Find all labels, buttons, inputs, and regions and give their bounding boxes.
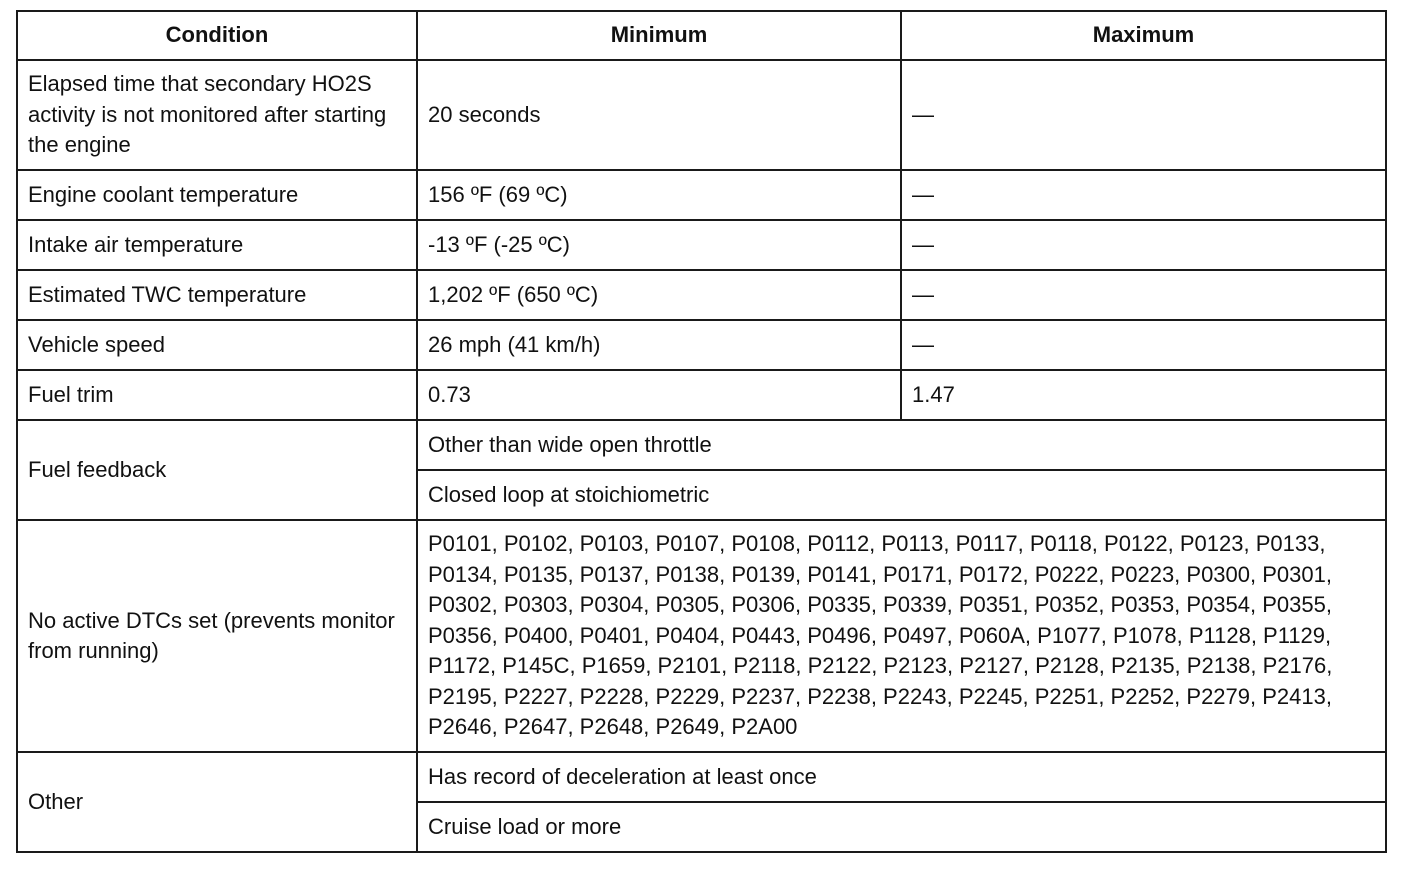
table-row	[17, 320, 1386, 370]
other-value: Cruise load or more	[417, 802, 1386, 852]
condition-cell: Vehicle speed	[17, 320, 417, 370]
condition-cell: Elapsed time that secondary HO2S activity is not monitored after starting the engine	[17, 60, 417, 170]
table-row-fuel-feedback	[17, 420, 1386, 470]
table-row	[17, 370, 1386, 420]
header-condition: Condition	[17, 11, 417, 60]
header-minimum: Minimum	[417, 11, 901, 60]
table-row	[17, 270, 1386, 320]
minimum-cell: 156 ºF (69 ºC)	[417, 170, 901, 220]
maximum-cell: —	[901, 60, 1386, 170]
table-row-dtcs	[17, 520, 1386, 752]
table-row	[17, 170, 1386, 220]
minimum-cell: 20 seconds	[417, 60, 901, 170]
minimum-cell: 0.73	[417, 370, 901, 420]
minimum-cell: 1,202 ºF (650 ºC)	[417, 270, 901, 320]
maximum-cell: —	[901, 320, 1386, 370]
minimum-cell: -13 ºF (-25 ºC)	[417, 220, 901, 270]
conditions-table	[16, 10, 1387, 853]
maximum-cell: —	[901, 170, 1386, 220]
condition-cell: Estimated TWC temperature	[17, 270, 417, 320]
maximum-cell: 1.47	[901, 370, 1386, 420]
condition-cell: Fuel feedback	[17, 420, 417, 520]
maximum-cell: —	[901, 270, 1386, 320]
maximum-cell: —	[901, 220, 1386, 270]
condition-cell: Other	[17, 752, 417, 852]
table-row	[17, 60, 1386, 170]
header-row	[17, 11, 1386, 60]
condition-cell: Engine coolant temperature	[17, 170, 417, 220]
dtc-list: P0101, P0102, P0103, P0107, P0108, P0112, P0113, P0117, P0118, P0122, P0123, P0133, P0134, P0135, P0137, P0138, P0139, P0141, P0171, P0172, P0222, P0223, P0300, P0301, P0302, P0303, P0304, P0305, P0306, P0335, P0339, P0351, P0352, P0353, P0354, P0355, P0356, P0400, P0401, P0404, P0443, P0496, P0497, P060A, P1077, P1078, P1128, P1129, P1172, P145C, P1659, P2101, P2118, P2122, P2123, P2127, P2128, P2135, P2138, P2176, P2195, P2227, P2228, P2229, P2237, P2238, P2243, P2245, P2251, P2252, P2279, P2413, P2646, P2647, P2648, P2649, P2A00	[417, 520, 1386, 752]
condition-cell: No active DTCs set (prevents monitor from running)	[17, 520, 417, 752]
table-row	[17, 220, 1386, 270]
fuel-feedback-value: Other than wide open throttle	[417, 420, 1386, 470]
other-value: Has record of deceleration at least once	[417, 752, 1386, 802]
header-maximum: Maximum	[901, 11, 1386, 60]
condition-cell: Intake air temperature	[17, 220, 417, 270]
fuel-feedback-value: Closed loop at stoichiometric	[417, 470, 1386, 520]
table-row-other	[17, 752, 1386, 802]
minimum-cell: 26 mph (41 km/h)	[417, 320, 901, 370]
condition-cell: Fuel trim	[17, 370, 417, 420]
